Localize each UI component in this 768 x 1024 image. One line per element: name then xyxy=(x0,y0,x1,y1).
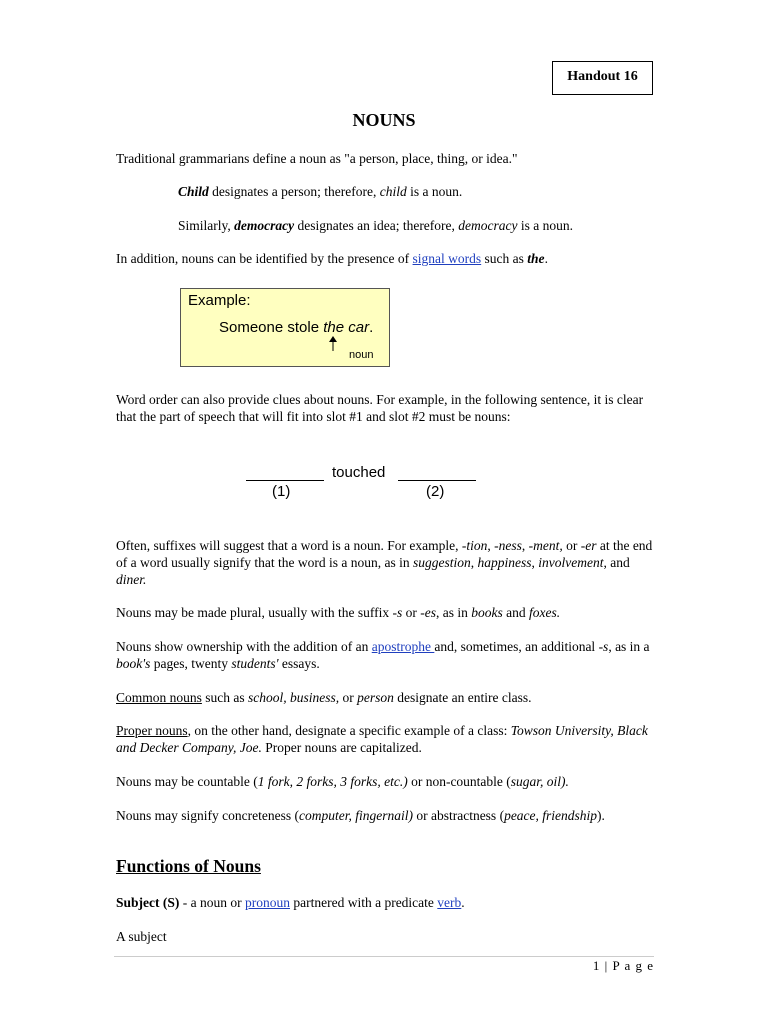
text: , xyxy=(487,538,495,553)
page-word: P a g e xyxy=(612,958,654,973)
text: , xyxy=(521,538,529,553)
text: at the end of a word usually signify that the word is a noun, as in xyxy=(116,538,653,570)
emph-word: 1 fork, 2 forks, 3 forks, etc.) xyxy=(257,774,408,789)
noun-arrow-label: noun xyxy=(349,349,374,361)
intro-paragraph: Traditional grammarians define a noun as "a person, place, thing, or idea." xyxy=(116,151,518,166)
emph-word: students' xyxy=(231,656,279,671)
emph-word: the xyxy=(527,251,545,266)
example-box xyxy=(180,288,390,367)
verb-link[interactable]: verb xyxy=(437,895,462,910)
text: designates a person; therefore, xyxy=(208,184,380,199)
footer-separator: | xyxy=(600,958,613,973)
apostrophe-link[interactable]: apostrophe xyxy=(371,639,435,654)
emph-word: computer, fingernail) xyxy=(298,808,413,823)
signal-words-link[interactable]: signal words xyxy=(412,251,482,266)
text: , as in xyxy=(435,605,472,620)
bold-term: Subject (S) xyxy=(116,895,180,910)
example-child xyxy=(178,183,658,200)
emph-word: -es xyxy=(420,605,436,620)
emph-word: books xyxy=(471,605,503,620)
plural-paragraph xyxy=(116,604,656,621)
page-footer xyxy=(560,958,654,974)
emph-word: -ment, xyxy=(528,538,563,553)
suffixes-paragraph xyxy=(116,537,656,588)
text: , xyxy=(531,555,539,570)
emph-word: happiness xyxy=(477,555,532,570)
slot-1-blank xyxy=(246,480,324,481)
emph-word: peace, friendship xyxy=(504,808,598,823)
text: or abstractness ( xyxy=(412,808,505,823)
text: , and xyxy=(603,555,630,570)
emph-word: -s xyxy=(392,605,403,620)
common-nouns-paragraph xyxy=(116,689,656,706)
slot-1-label: (1) xyxy=(272,483,291,500)
text: In addition, nouns can be identified by the presence of xyxy=(116,251,413,266)
emph-word: democracy xyxy=(234,218,295,233)
text: , on the other hand, designate a specific example of a class: xyxy=(187,723,511,738)
emph-word: book's xyxy=(116,656,151,671)
text: or xyxy=(562,538,581,553)
emph-word: -s xyxy=(598,639,609,654)
proper-nouns-paragraph xyxy=(116,722,656,756)
emph-word: democracy xyxy=(458,218,518,233)
handout-label: Handout 16 xyxy=(552,61,653,95)
page-title: NOUNS xyxy=(352,110,416,130)
up-arrow-icon xyxy=(327,336,339,352)
text: Someone stole xyxy=(219,319,324,336)
countable-paragraph xyxy=(116,773,656,790)
emph-word: suggestion xyxy=(412,555,471,570)
text: . xyxy=(461,895,465,910)
emph-word: person xyxy=(357,690,394,705)
underlined-term: Common nouns xyxy=(116,690,202,705)
footer-divider xyxy=(114,956,654,957)
subject-paragraph xyxy=(116,894,656,911)
word-order-paragraph: Word order can also provide clues about nouns. For example, in the following sentence, it is clear that the part of speech that will fit into slot #1 and slot #2 must be nouns: xyxy=(116,392,644,424)
text: Nouns may be made plural, usually with the suffix xyxy=(116,605,393,620)
emph-word: Towson University, Black and Decker Company, Joe. xyxy=(116,723,648,755)
a-subject-text: A subject xyxy=(116,929,167,944)
text: Nouns may signify concreteness ( xyxy=(116,808,299,823)
functions-heading: Functions of Nouns xyxy=(116,856,261,876)
emph-word: involvement xyxy=(538,555,604,570)
text: , xyxy=(470,555,478,570)
signal-words-paragraph xyxy=(116,250,656,267)
text: such as xyxy=(481,251,528,266)
text: Nouns may be countable ( xyxy=(116,774,258,789)
emph-word: Child xyxy=(178,184,209,199)
text: partnered with a predicate xyxy=(289,895,438,910)
text: Proper nouns are capitalized. xyxy=(261,740,422,755)
text: designate an entire class. xyxy=(393,690,532,705)
underlined-term: Proper nouns xyxy=(116,723,188,738)
ownership-paragraph xyxy=(116,638,656,672)
page-number: 1 xyxy=(592,958,601,973)
text: or xyxy=(339,690,358,705)
emph-word: diner. xyxy=(116,572,147,587)
emph-word: foxes. xyxy=(528,605,561,620)
text: pages, twenty xyxy=(150,656,232,671)
text: or non-countable ( xyxy=(407,774,511,789)
emph-word: -tion xyxy=(461,538,488,553)
emph-word: the car xyxy=(323,319,370,336)
slot-middle-word: touched xyxy=(332,464,386,481)
text: and, sometimes, an additional xyxy=(434,639,599,654)
example-sentence xyxy=(219,319,373,336)
emph-word: sugar, oil). xyxy=(510,774,569,789)
text: essays. xyxy=(278,656,320,671)
text: such as xyxy=(201,690,249,705)
text: . xyxy=(369,319,374,336)
example-label: Example: xyxy=(188,292,251,309)
text: ). xyxy=(597,808,605,823)
text: Nouns show ownership with the addition of an xyxy=(116,639,372,654)
text: or xyxy=(402,605,421,620)
text: . xyxy=(544,251,548,266)
text: is a noun. xyxy=(517,218,574,233)
text: - a noun or xyxy=(179,895,245,910)
emph-word: child xyxy=(379,184,407,199)
emph-word: school, business, xyxy=(248,690,340,705)
text: and xyxy=(502,605,529,620)
text: Often, suffixes will suggest that a word is a noun. For example, xyxy=(116,538,462,553)
text: designates an idea; therefore, xyxy=(294,218,459,233)
text: , as in a xyxy=(608,639,650,654)
slot-2-label: (2) xyxy=(426,483,445,500)
text: is a noun. xyxy=(406,184,463,199)
text: Similarly, xyxy=(178,218,235,233)
emph-word: -ness xyxy=(494,538,522,553)
emph-word: -er xyxy=(580,538,597,553)
pronoun-link[interactable]: pronoun xyxy=(244,895,290,910)
slot-2-blank xyxy=(398,480,476,481)
example-democracy xyxy=(178,217,658,234)
concreteness-paragraph xyxy=(116,807,656,824)
